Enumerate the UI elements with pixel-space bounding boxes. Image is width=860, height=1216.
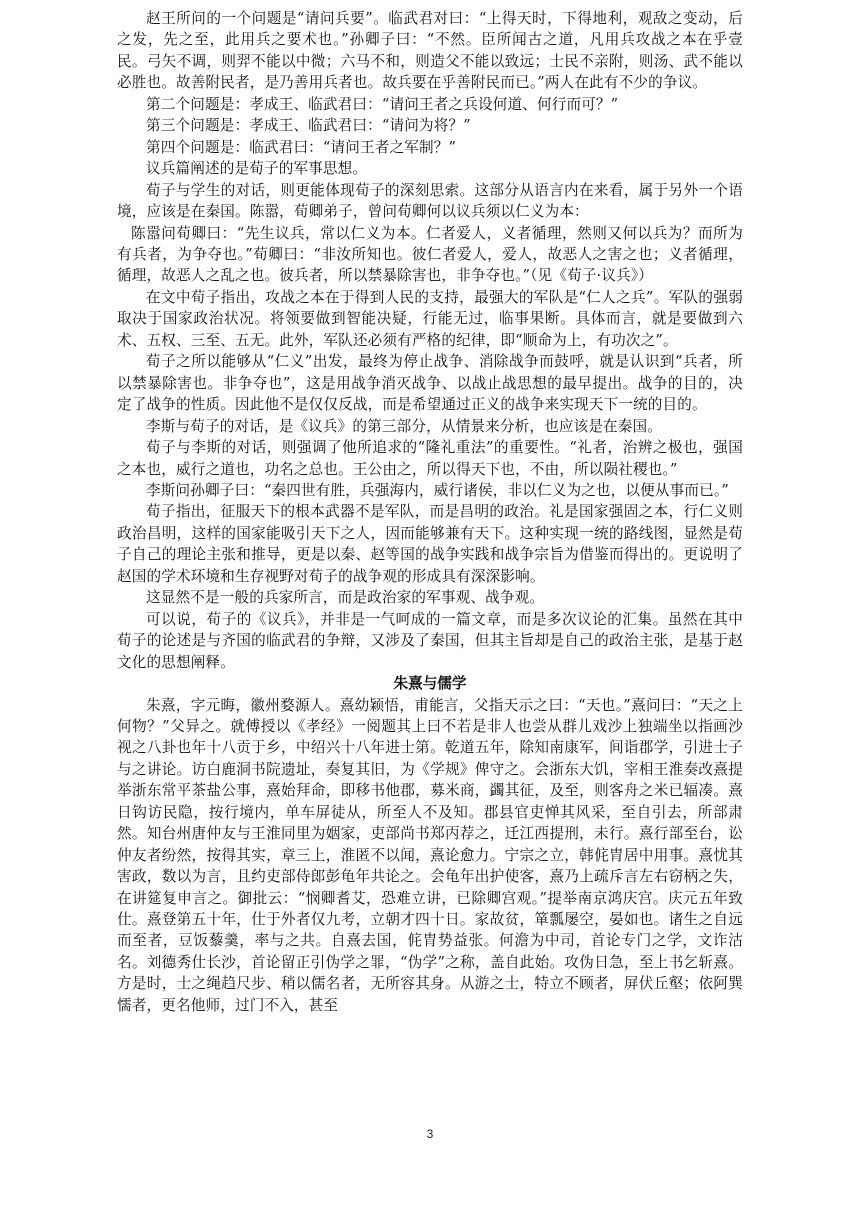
paragraph-zhu-xi-biography: 朱熹，字元晦，徽州婺源人。熹幼颖悟，甫能言，父指天示之曰：“天也。”熹问曰：“天之上何物？”父异之。就傅授以《孝经》一阅题其上曰不若是非人也尝从群儿戏沙上独端坐以指画沙视之八卦也年十八贡于乡，中绍兴十八年进士第。乾道五年，除知南康军，间诣郡学，引进士子与之讲论。访白鹿洞书院遗址，奏复其旧，为《学规》俾守之。会浙东大饥，宰相王淮奏改熹提举浙东常平茶盐公事，熹始拜命，即移书他郡，募米商，蠲其征，及至，则客舟之米已辐凑。熹日钩访民隐，按行境内，单车屏徒从，所至人不及知。郡县官吏惮其风采，至自引去，所部肃然。知台州唐仲友与王淮同里为姻家，吏部尚书郑丙荐之，迁江西提刑，未行。熹行部至台，讼仲友者纷然，按得其实，章三上，淮匿不以闻，熹论愈力。宁宗之立，韩侂胄居中用事。熹忧其害政，数以为言，且约吏部侍郎彭龟年共论之。会龟年出护使客，熹乃上疏斥言左右窃柄之失，在讲筵复申言之。御批云：“悯卿耆艾，恐难立讲，已除卿宫观。”提举南京鸿庆宫。庆元五年致仕。熹登第五十年，仕于外者仅九考，立朝才四十日。家故贫，箪瓢屡空，晏如也。诸生之自远而至者，豆饭藜羹，率与之共。自熹去国，侂胄势益张。何澹为中司，首论专门之学，文诈沽名。刘德秀仕长沙，首论留正引伪学之罪，“伪学”之称，盖自此始。攻伪日急，至上书乞斩熹。方是时，士之绳趋尺步、稍以儒名者，无所容其身。从游之士，特立不顾者，屏伏丘壑；依阿巽懦者，更名他师，过门不入，甚至 (117, 696, 743, 1014)
paragraph-conclusion: 可以说，荀子的《议兵》，并非是一气呵成的一篇文章，而是多次议论的汇集。虽然在其中荀子的论述是与齐国的临武君的争辩，又涉及了秦国，但其主旨却是自己的政治主张，是基于赵文化的思想阐释。 (117, 610, 743, 671)
paragraph-li-si-question: 李斯问孙卿子曰：“秦四世有胜，兵强海内，威行诸侯，非以仁义为之也，以便从事而已。” (146, 481, 729, 499)
paragraph-politics-weapon: 荀子指出，征服天下的根本武器不是军队，而是昌明的政治。礼是国家强固之本，行仁义则政治昌明，这样的国家能吸引天下之人，因而能够兼有天下。这种实现一统的路线图，显然是荀子自己的理论主张和推导，更是以秦、赵等国的战争实践和战争宗旨为借鉴而得出的。更说明了赵国的学术环境和生存视野对荀子的战争观的形成具有深深影响。 (117, 503, 743, 585)
paragraph-fourth-question: 第四个问题是：临武君曰：“请问王者之军制？” (146, 138, 457, 156)
paragraph-second-question: 第二个问题是：孝成王、临武君曰：“请问王者之兵设何道、何行而可？” (146, 95, 619, 113)
paragraph-renren-zhibing: 在文中荀子指出，攻战之本在于得到人民的支持，最强大的军队是“仁人之兵”。军队的强弱取决于国家政治状况。将领要做到智能决疑，行能无过，临事果断。具体而言，就是要做到六术、五权、三至、五无。此外，军队还必须有严格的纪律，即“顺命为上，有功次之”。 (117, 288, 743, 349)
paragraph-renyi-war: 荀子之所以能够从“仁义”出发，最终为停止战争、消除战争而鼓呼，就是认识到“兵者，所以禁暴除害也。非争夺也”，这是用战争消灭战争、以战止战思想的最早提出。战争的目的，决定了战争的性质。因此他不是仅仅反战，而是希望通过正义的战争来实现天下一统的目的。 (117, 353, 743, 414)
paragraph-chen-xiao-quote: 陈嚣问荀卿曰：“先生议兵，常以仁义为本。仁者爱人，义者循理，然则又何以兵为？而所为有兵者，为争夺也。”荀卿曰：“非汝所知也。彼仁者爱人，爱人，故恶人之害之也；义者循理，循理，故恶人之乱之也。彼兵者，所以禁暴除害也，非争夺也。”（见《荀子·议兵》） (117, 224, 743, 285)
page-number: 3 (426, 1127, 434, 1141)
paragraph-li-si-dialogue: 李斯与荀子的对话，是《议兵》的第三部分，从情景来分析，也应该是在秦国。 (146, 417, 663, 435)
paragraph-statesman-view: 这显然不是一般的兵家所言，而是政治家的军事观、战争观。 (146, 589, 545, 607)
paragraph-longli-zhongfa: 荀子与李斯的对话，则强调了他所追求的“隆礼重法”的重要性。“礼者，治辨之极也，强国之本也，威行之道也，功名之总也。王公由之，所以得天下也，不由，所以陨社稷也。” (117, 439, 743, 478)
paragraph-student-dialogue: 荀子与学生的对话，则更能体现荀子的深刻思索。这部分从语言内在来看，属于另外一个语境，应该是在秦国。陈嚣，荀卿弟子，曾问荀卿何以议兵须以仁义为本： (117, 181, 743, 221)
paragraph-yibing-summary: 议兵篇阐述的是荀子的军事思想。 (146, 160, 368, 178)
paragraph-third-question: 第三个问题是：孝成王、临武君曰：“请问为将？” (146, 117, 471, 135)
document-page (117, 8, 743, 1016)
paragraph-zhao-wang-question: 赵王所问的一个问题是“请问兵要”。临武君对曰：“上得天时，下得地利，观敌之变动，后之发，先之至，此用兵之要术也。”孙卿子曰：“不然。臣所闻古之道，凡用兵攻战之本在乎壹民。弓矢不调，则羿不能以中微；六马不和，则造父不能以致远；士民不亲附，则汤、武不能以必胜也。故善附民者，是乃善用兵者也。故兵要在乎善附民而已。”两人在此有不少的争议。 (117, 10, 743, 92)
section-heading: 朱熹与儒学 (393, 675, 467, 693)
